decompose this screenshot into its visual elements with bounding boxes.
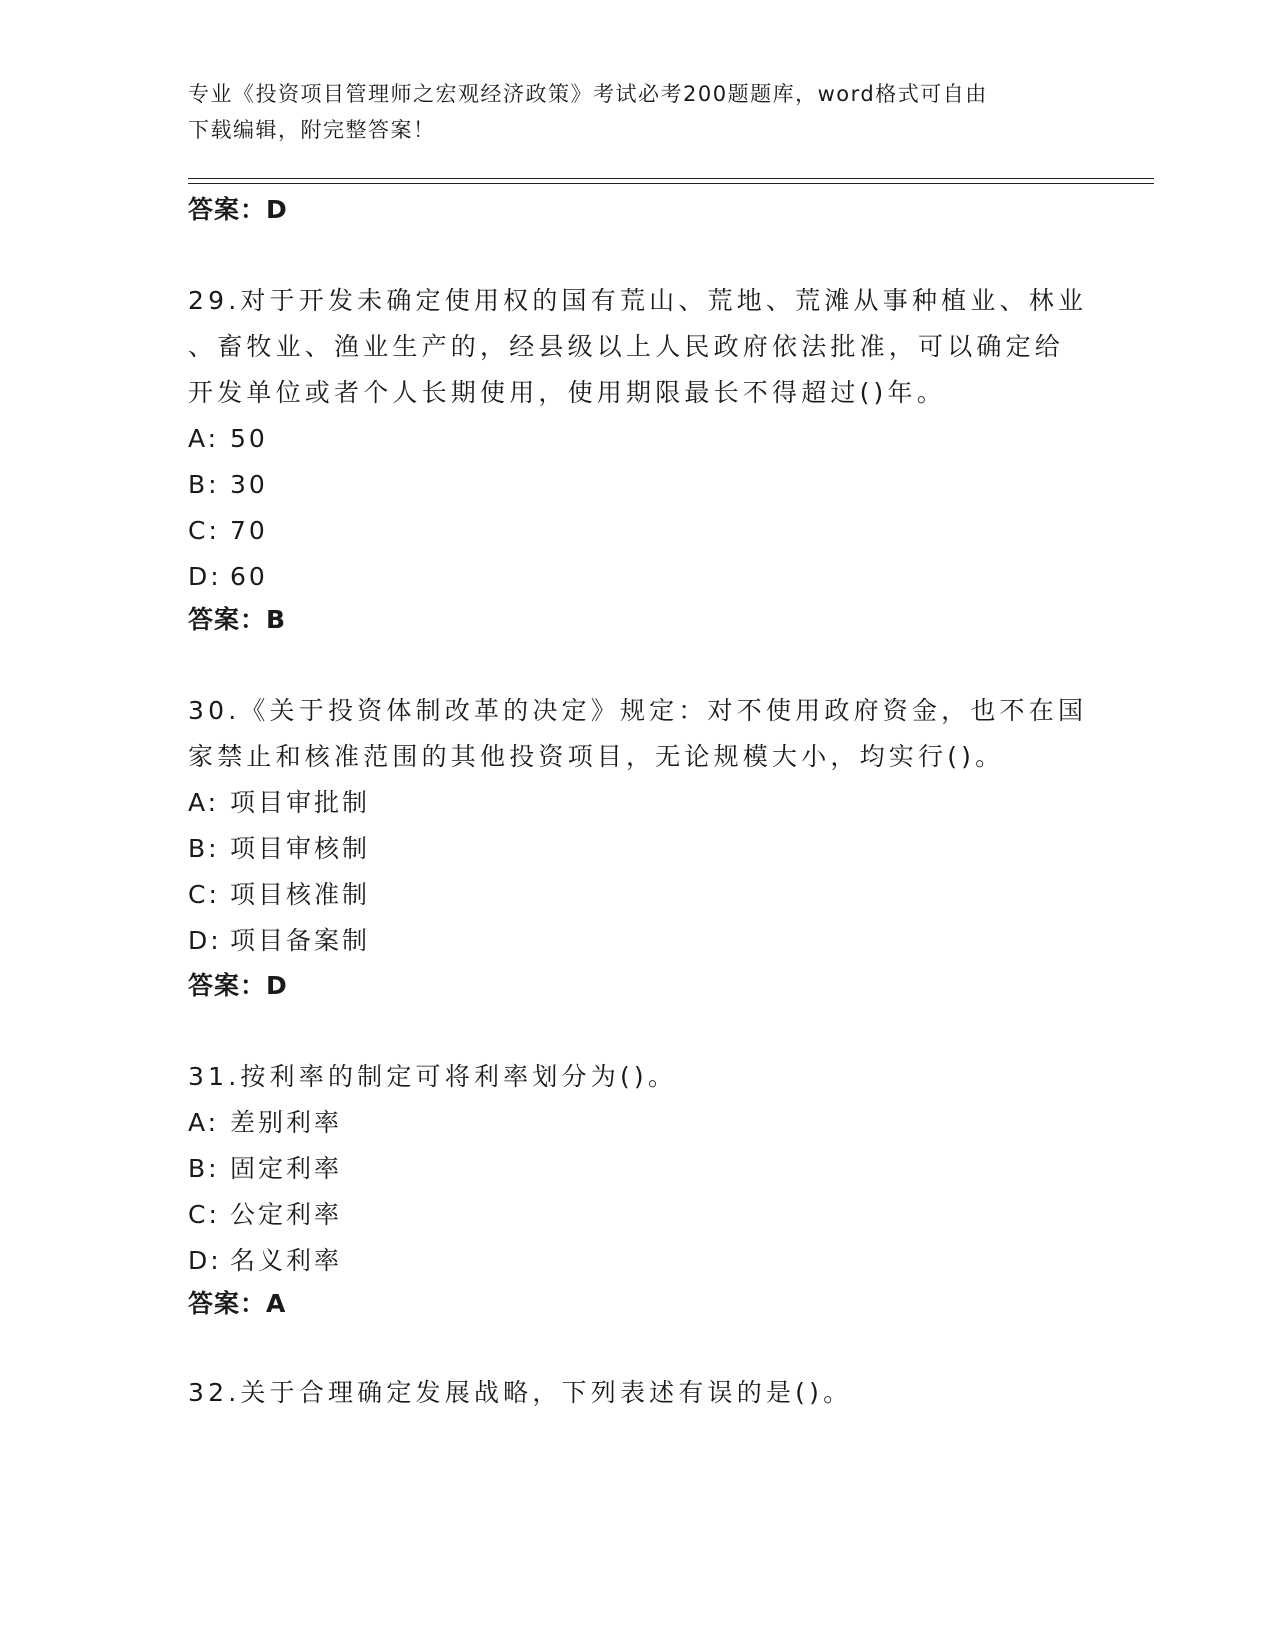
answer-29: 答案：B [188, 605, 287, 634]
option-d: D: 名义利率 [188, 1246, 343, 1275]
option-d: D: 项目备案制 [188, 926, 371, 955]
option-b: B: 项目审核制 [188, 834, 371, 863]
option-d: D: 60 [188, 562, 268, 591]
question-31 [188, 1054, 1088, 1100]
option-b: B: 固定利率 [188, 1154, 343, 1183]
header-divider-thin [188, 183, 1154, 184]
question-32-line-1: 32.关于合理确定发展战略，下列表述有误的是()。 [188, 1378, 853, 1407]
question-32 [188, 1370, 1088, 1416]
option-c: C: 项目核准制 [188, 880, 371, 909]
answer-28: 答案：D [188, 195, 288, 224]
answer-31: 答案：A [188, 1289, 287, 1318]
question-29 [188, 278, 1088, 416]
question-30-options [188, 780, 370, 964]
question-29-options [188, 416, 268, 600]
question-30 [188, 688, 1088, 780]
question-31-options [188, 1100, 342, 1284]
question-30-line-2: 家禁止和核准范围的其他投资项目，无论规模大小，均实行()。 [188, 742, 1005, 771]
question-30-line-1: 30.《关于投资体制改革的决定》规定：对不使用政府资金，也不在国 [188, 696, 1088, 725]
page-header [188, 76, 1088, 148]
header-divider-thick [188, 178, 1154, 179]
option-a: A: 50 [188, 424, 268, 453]
option-c: C: 70 [188, 516, 268, 545]
question-29-line-1: 29.对于开发未确定使用权的国有荒山、荒地、荒滩从事种植业、林业 [188, 286, 1088, 315]
option-b: B: 30 [188, 470, 268, 499]
option-a: A: 差别利率 [188, 1108, 343, 1137]
option-c: C: 公定利率 [188, 1200, 343, 1229]
header-line-1: 专业《投资项目管理师之宏观经济政策》考试必考200题题库，word格式可自由 [188, 82, 988, 106]
question-29-line-2: 、畜牧业、渔业生产的，经县级以上人民政府依法批准，可以确定给 [188, 332, 1065, 361]
answer-30: 答案：D [188, 971, 288, 1000]
question-29-line-3: 开发单位或者个人长期使用，使用期限最长不得超过()年。 [188, 378, 946, 407]
header-line-2: 下载编辑，附完整答案！ [188, 118, 436, 142]
option-a: A: 项目审批制 [188, 788, 371, 817]
question-31-line-1: 31.按利率的制定可将利率划分为()。 [188, 1062, 678, 1091]
